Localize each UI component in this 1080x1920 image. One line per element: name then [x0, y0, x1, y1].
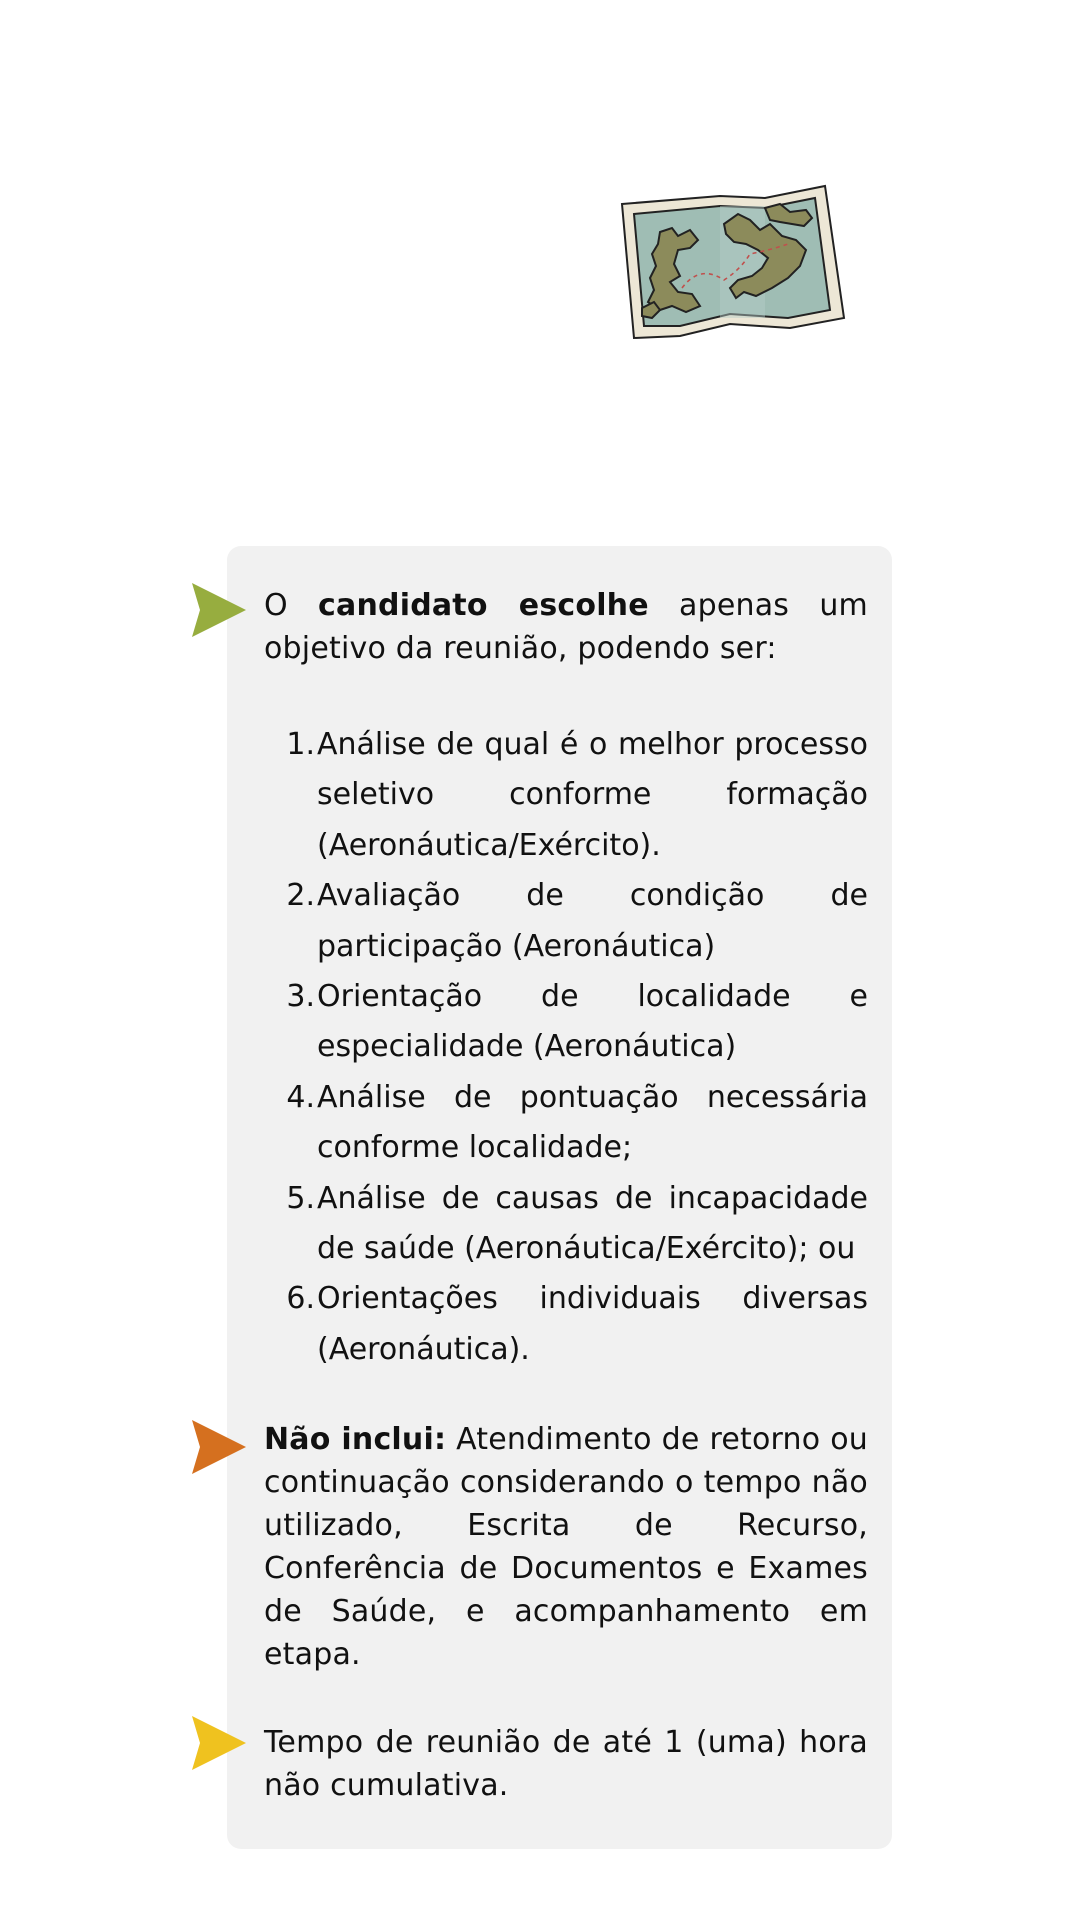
intro-bold: candidato escolhe	[318, 588, 649, 623]
list-item-text: Orientação de localidade e especialidade (Aeronáutica)	[317, 979, 868, 1065]
list-item-number: 3.	[286, 979, 315, 1015]
arrow-right-icon	[190, 1714, 248, 1772]
list-item	[264, 871, 868, 972]
list-item	[264, 1073, 868, 1174]
exclusions-bold: Não inclui:	[264, 1422, 447, 1457]
duration-text: Tempo de reunião de até 1 (uma) hora não cumulativa.	[264, 1725, 868, 1803]
arrow-right-icon	[190, 1418, 248, 1476]
list-item-text: Análise de pontuação necessária conforme localidade;	[317, 1079, 868, 1166]
duration-paragraph	[264, 1721, 868, 1807]
list-item	[264, 1174, 868, 1275]
list-item-number: 2.	[286, 878, 315, 914]
exclusions-text: Atendimento de retorno ou continuação considerando o tempo não utilizado, Escrita de Recurso, Conferência de Documentos e Exames de Saúde, e acompanhamento em etapa.	[264, 1422, 868, 1672]
list-item-text: Análise de qual é o melhor processo seletivo conforme formação (Aeronáutica/Exército).	[317, 727, 868, 863]
objectives-list	[264, 720, 868, 1375]
list-item-number: 5.	[286, 1180, 315, 1216]
intro-prefix: O	[264, 588, 319, 623]
intro-suffix: apenas um objetivo da reunião, podendo ser:	[264, 588, 868, 666]
list-item	[264, 1274, 868, 1375]
list-item	[264, 972, 868, 1073]
treasure-map-icon	[620, 184, 846, 350]
list-item-number: 1.	[286, 727, 315, 762]
list-item-text: Avaliação de condição de participação (Aeronáutica)	[317, 878, 868, 964]
arrow-right-icon	[190, 581, 248, 639]
intro-paragraph	[264, 584, 868, 670]
exclusions-paragraph	[264, 1418, 868, 1676]
list-item-text: Orientações individuais diversas (Aeronáutica).	[317, 1281, 868, 1367]
list-item-number: 4.	[286, 1079, 315, 1115]
list-item-number: 6.	[286, 1281, 315, 1317]
list-item-text: Análise de causas de incapacidade de saúde (Aeronáutica/Exército); ou	[317, 1180, 868, 1267]
list-item	[264, 720, 868, 871]
